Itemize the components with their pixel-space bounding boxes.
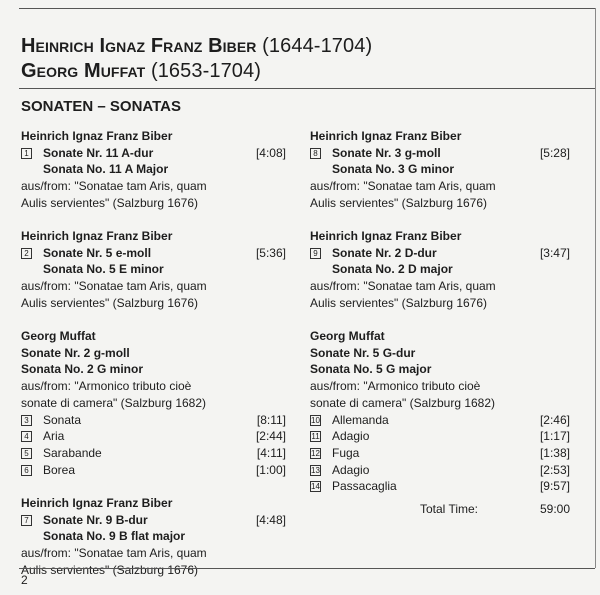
work-source: Aulis servientes" (Salzburg 1676) <box>310 195 488 210</box>
work-source: aus/from: "Sonatae tam Aris, quam <box>21 545 207 560</box>
track-number: 2 <box>21 248 32 259</box>
movement-name: Aria <box>43 429 65 444</box>
track-number: 9 <box>310 248 321 259</box>
track-duration: [5:28] <box>539 145 570 160</box>
movement-row <box>21 428 286 445</box>
work-source: aus/from: "Armonico tributo cioè <box>310 379 481 394</box>
track-duration: [4:48] <box>255 512 286 527</box>
work-title-de <box>310 145 570 162</box>
work-composer: Heinrich Ignaz Franz Biber <box>310 229 462 244</box>
track-number: 3 <box>21 415 32 426</box>
work-block <box>21 328 286 478</box>
work-source: aus/from: "Sonatae tam Aris, quam <box>310 179 496 194</box>
movement-name: Sonata <box>43 412 82 427</box>
movement-name: Adagio <box>332 462 370 477</box>
work-source: Aulis servientes" (Salzburg 1676) <box>310 295 488 310</box>
composer-name: Georg Muffat <box>21 60 146 82</box>
work-block <box>21 128 286 212</box>
work-title-en: Sonata No. 5 E minor <box>43 262 164 277</box>
movement-row <box>310 478 570 495</box>
header-composer-2 <box>21 59 261 83</box>
work-composer: Heinrich Ignaz Franz Biber <box>21 495 173 510</box>
work-source: Aulis servientes" (Salzburg 1676) <box>21 195 199 210</box>
track-number: 14 <box>311 482 320 492</box>
work-composer: Heinrich Ignaz Franz Biber <box>21 129 173 143</box>
track-duration: [8:11] <box>256 412 286 427</box>
track-duration: [1:00] <box>255 462 286 477</box>
movement-name: Allemanda <box>332 412 389 427</box>
movement-name: Sarabande <box>43 445 102 460</box>
work-composer: Georg Muffat <box>21 329 96 344</box>
work-block <box>21 228 286 312</box>
title-de: Sonate Nr. 9 B-dur <box>43 512 148 527</box>
work-composer: Heinrich Ignaz Franz Biber <box>310 129 462 143</box>
composer-name: Heinrich Ignaz Franz Biber <box>21 35 257 57</box>
track-number: 8 <box>310 148 321 159</box>
movement-row <box>310 412 570 429</box>
track-duration: [2:46] <box>539 412 570 427</box>
track-number: 5 <box>21 448 32 459</box>
work-source: Aulis servientes" (Salzburg 1676) <box>21 562 199 577</box>
track-duration: [5:36] <box>255 245 286 260</box>
track-duration: [4:11] <box>256 445 286 460</box>
movement-row <box>21 412 286 429</box>
work-title-en: Sonata No. 2 G minor <box>21 362 144 377</box>
page-number: 2 <box>21 573 28 587</box>
work-title-en: Sonata No. 3 G minor <box>332 162 455 177</box>
track-duration: [9:57] <box>539 479 570 494</box>
title-de: Sonate Nr. 5 e-moll <box>43 245 152 260</box>
left-column <box>21 128 286 595</box>
movement-row <box>310 445 570 462</box>
right-column <box>310 128 570 535</box>
total-time-row <box>310 501 570 518</box>
track-number: 1 <box>21 148 32 159</box>
section-title: SONATEN – SONATAS <box>21 98 182 115</box>
work-title-de <box>21 145 286 162</box>
track-duration: [3:47] <box>539 245 570 260</box>
work-title-de <box>310 245 570 262</box>
track-duration: [2:44] <box>255 429 286 444</box>
title-de: Sonate Nr. 2 D-dur <box>332 245 437 260</box>
work-block <box>310 128 570 212</box>
track-number: 12 <box>311 448 320 458</box>
track-duration: [1:17] <box>539 429 570 444</box>
composer-years: (1644-1704) <box>262 35 373 57</box>
top-rule <box>19 8 595 9</box>
track-number: 4 <box>21 431 32 442</box>
side-rule <box>595 8 596 568</box>
work-block <box>21 495 286 579</box>
work-title-en: Sonata No. 9 B flat major <box>43 529 186 544</box>
header-rule <box>19 88 595 89</box>
work-title-en: Sonata No. 11 A Major <box>43 162 169 177</box>
movement-row <box>310 462 570 479</box>
work-source: aus/from: "Armonico tributo cioè <box>21 379 192 394</box>
track-duration: [2:53] <box>539 462 570 477</box>
title-de: Sonate Nr. 3 g-moll <box>332 145 441 160</box>
movement-row <box>310 428 570 445</box>
work-title-de <box>21 245 286 262</box>
work-title-en: Sonata No. 5 G major <box>310 362 432 377</box>
work-source: aus/from: "Sonatae tam Aris, quam <box>21 279 207 294</box>
movement-row <box>21 445 286 462</box>
movement-name: Borea <box>43 462 76 477</box>
movement-row <box>21 462 286 479</box>
work-source: sonate di camera" (Salzburg 1682) <box>21 395 207 410</box>
work-source: aus/from: "Sonatae tam Aris, quam <box>21 179 207 194</box>
work-title-de: Sonate Nr. 2 g-moll <box>21 345 130 360</box>
work-title-en: Sonata No. 2 D major <box>332 262 453 277</box>
work-source: sonate di camera" (Salzburg 1682) <box>310 395 496 410</box>
work-source: aus/from: "Sonatae tam Aris, quam <box>310 279 496 294</box>
movement-name: Adagio <box>332 429 370 444</box>
header-composer-1 <box>21 34 372 58</box>
track-duration: [4:08] <box>255 145 286 160</box>
track-number: 13 <box>311 465 320 475</box>
movement-name: Passacaglia <box>332 479 397 494</box>
track-number: 6 <box>21 465 32 476</box>
movement-name: Fuga <box>332 445 360 460</box>
track-number: 11 <box>311 432 320 442</box>
total-time-value: 59:00 <box>539 502 570 517</box>
total-time-label: Total Time: <box>420 502 479 517</box>
work-title-de: Sonate Nr. 5 G-dur <box>310 345 416 360</box>
track-number: 10 <box>311 415 320 425</box>
footer-rule <box>19 568 595 569</box>
work-composer: Heinrich Ignaz Franz Biber <box>21 229 173 244</box>
work-block <box>310 328 570 518</box>
work-title-de <box>21 512 286 529</box>
composer-years: (1653-1704) <box>150 60 262 82</box>
work-composer: Georg Muffat <box>310 329 385 344</box>
track-duration: [1:38] <box>539 445 570 460</box>
work-source: Aulis servientes" (Salzburg 1676) <box>21 295 199 310</box>
title-de: Sonate Nr. 11 A-dur <box>43 145 154 160</box>
track-number: 7 <box>21 515 32 526</box>
work-block <box>310 228 570 312</box>
